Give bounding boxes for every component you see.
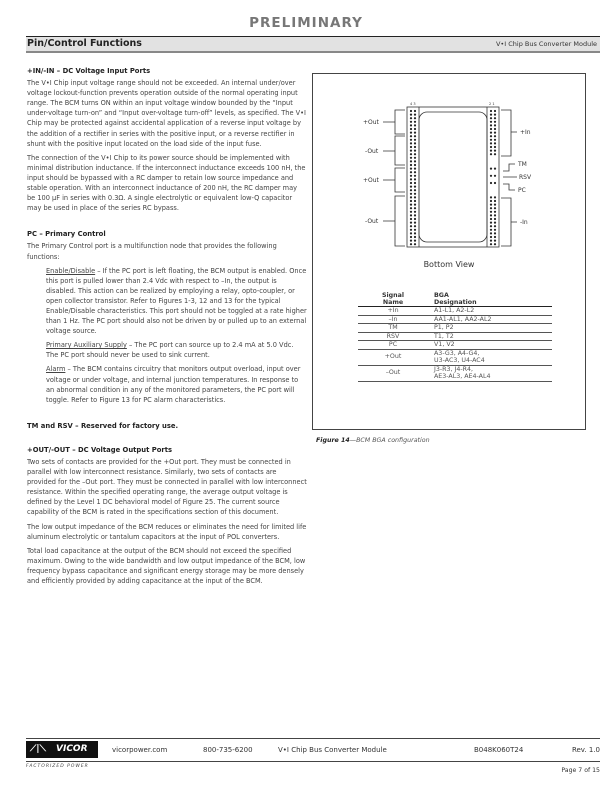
bga-pin: [490, 218, 492, 220]
bga-pin: [490, 168, 492, 170]
bga-pin: [410, 211, 412, 213]
bga-pin: [494, 168, 496, 170]
caption-text: —BCM BGA configuration: [349, 437, 430, 444]
pc-aux-supply: [46, 340, 307, 360]
vicor-logo: ⟋|⟍ VICOR: [26, 741, 98, 758]
bga-pin: [410, 214, 412, 216]
header-bga-designation: BGA Designation: [434, 292, 552, 307]
bga-pin: [410, 164, 412, 166]
bga-pin: [494, 182, 496, 184]
logo-tagline: FACTORIZED POWER: [26, 764, 89, 769]
chip-die-outline: [419, 112, 487, 242]
bga-pin: [410, 207, 412, 209]
bga-pin: [490, 128, 492, 130]
phone-number: 800-735-6200: [203, 746, 253, 754]
bga-pin: [490, 150, 492, 152]
bga-pin: [494, 236, 496, 238]
footer-product: V•I Chip Bus Converter Module: [278, 746, 387, 754]
bga-pin: [494, 117, 496, 119]
label-out-plus-2: +Out: [363, 177, 379, 184]
bga-pin: [490, 110, 492, 112]
bga-pin: [414, 214, 416, 216]
bga-pin: [410, 157, 412, 159]
label-cols-left: 4 3: [410, 102, 416, 106]
bga-pin: [494, 214, 496, 216]
tm-rsv-heading: TM and RSV – Reserved for factory use.: [27, 421, 179, 430]
label-cols-right: 2 1: [489, 102, 495, 106]
bga-pin: [410, 175, 412, 177]
bga-pin: [494, 146, 496, 148]
bga-pin: [490, 200, 492, 202]
bga-pin: [490, 211, 492, 213]
bga-pin: [414, 225, 416, 227]
bga-pin: [410, 196, 412, 198]
bga-pin: [494, 243, 496, 245]
bga-pin: [490, 139, 492, 141]
bga-pin: [490, 232, 492, 234]
bga-pin: [410, 204, 412, 206]
bga-pin: [410, 236, 412, 238]
bga-pin: [494, 128, 496, 130]
bga-pin: [410, 114, 412, 116]
bga-pin: [494, 124, 496, 126]
bga-pin: [414, 124, 416, 126]
bga-pin: [410, 193, 412, 195]
bga-pin: [414, 232, 416, 234]
output-paragraph-2: The low output impedance of the BCM reduces or eliminates the need for limited life aluminum electrolytic or tantalum capacitors at the input of POL converters.: [27, 522, 307, 541]
bga-pin: [410, 243, 412, 245]
label-in-minus: -In: [520, 219, 528, 226]
bga-pin: [414, 128, 416, 130]
bga-pin: [414, 132, 416, 134]
part-number: B048K060T24: [474, 746, 524, 754]
section-header: [26, 36, 600, 53]
bga-pin: [414, 240, 416, 242]
bga-pin: [494, 132, 496, 134]
bga-pin: [410, 240, 412, 242]
bga-designation-table: [358, 292, 552, 382]
bga-pin: [494, 211, 496, 213]
bga-pin: [494, 153, 496, 155]
input-heading: +IN/-IN – DC Voltage Input Ports: [27, 67, 151, 75]
bga-pin: [414, 200, 416, 202]
bga-pin: [410, 124, 412, 126]
footer: [26, 738, 600, 762]
bga-pin: [494, 121, 496, 123]
page-number: Page 7 of 15: [561, 767, 600, 774]
bga-pin: [494, 225, 496, 227]
bga-designation: V1, V2: [434, 341, 552, 350]
bga-pin: [410, 168, 412, 170]
bga-pin: [414, 160, 416, 162]
bga-pin: [490, 121, 492, 123]
bga-pin: [410, 178, 412, 180]
input-paragraph-1: The V•I Chip input voltage range should not be exceeded. An internal under/over voltage lockout-function prevents operation outside of the normal operating input range. The BCM turns ON within an input voltage window bounded by the “Input under-voltage turn-on” and “Input over-voltage turn-off” levels, as specified. The V•I Chip may be protected against accidental application of a reverse input voltage by the addition of a rectifier in series with the positive input, or a reverse rectifier in shunt with the positive input located on the load side of the input fuse.: [27, 79, 306, 148]
output-heading: +OUT/-OUT – DC Voltage Output Ports: [27, 445, 173, 454]
output-paragraph-1: Two sets of contacts are provided for the +Out port. They must be connected in parallel with low interconnect resistance. Similarly, two sets of contacts are provided for the –Out port. They must be connected in parallel with low interconnect resistance. Within the specified operating range, the average output voltage is defined by the Level 1 DC behavioral model of Figure 25. The current source capability of the BCM is rated in the specifications section of this document.: [27, 458, 307, 517]
figure-14-box: [312, 73, 586, 430]
aux-supply-text: – The PC port can source up to 2.4 mA at 5.0 Vdc. The PC port should never be used to sink current.: [46, 341, 294, 360]
bga-pin: [494, 229, 496, 231]
bga-pin: [414, 121, 416, 123]
enable-disable-label: Enable/Disable: [46, 266, 96, 275]
bga-pin: [490, 222, 492, 224]
bga-pin: [414, 196, 416, 198]
input-paragraph-2: The connection of the V•I Chip to its power source should be implemented with minimal distribution inductance. If the interconnect inductance exceeds 100 nH, the input should be bypassed with a RC damper to retain low source impedance and stable operation. With an interconnect inductance of 200 nH, the RC damper may be 100 µF in series with 0.3Ω. A single electrolytic or equivalent low-Q capacitor may be used in place of the series RC bypass.: [27, 153, 306, 213]
bga-pin: [490, 132, 492, 134]
pc-intro: The Primary Control port is a multifunction node that provides the following functions:: [27, 242, 277, 261]
signal-name: TM: [358, 324, 434, 333]
bga-pin: [490, 236, 492, 238]
signal-name: –In: [358, 315, 434, 324]
bga-pin: [410, 182, 412, 184]
bga-pin: [414, 193, 416, 195]
signal-name: –Out: [358, 365, 434, 381]
bga-pin: [490, 117, 492, 119]
signal-name: +In: [358, 307, 434, 316]
bga-pin: [494, 150, 496, 152]
figure-caption: [316, 437, 430, 444]
bga-pin: [410, 132, 412, 134]
bga-pin: [410, 200, 412, 202]
signal-name: RSV: [358, 332, 434, 341]
enable-disable-text: – If the PC port is left floating, the BCM output is enabled. Once this port is pulled lower than 2.4 Vdc with respect to –In, the output is disabled. This action can be realized by employing a relay, opto-coupler, or open collector transistor. Refer to Figures 1-3, 12 and 13 for the typical Enable/Disable characteristics. This port should not be toggled at a rate higher than 1 Hz. The PC port should also not be driven by or pulled up to an external voltage source.: [46, 266, 307, 336]
bga-pin: [414, 218, 416, 220]
bga-pin: [494, 135, 496, 137]
pc-alarm: [46, 364, 307, 404]
bga-pin: [414, 114, 416, 116]
bga-pin: [410, 117, 412, 119]
bga-pin: [410, 142, 412, 144]
preliminary-banner: PRELIMINARY: [249, 15, 363, 31]
bga-pin: [414, 153, 416, 155]
bga-pin: [494, 204, 496, 206]
aux-supply-label: Primary Auxiliary Supply: [46, 341, 127, 350]
bga-pin: [414, 139, 416, 141]
bga-pin: [414, 135, 416, 137]
bga-pin: [490, 240, 492, 242]
bga-pin: [410, 128, 412, 130]
bga-designation: J3-R3, J4-R4, AE3-AL3, AE4-AL4: [434, 365, 552, 381]
table-row: [358, 349, 552, 365]
bga-pin: [410, 121, 412, 123]
bga-pin: [410, 110, 412, 112]
table-row: [358, 365, 552, 381]
header-signal-name: Signal Name: [358, 292, 434, 307]
bga-pin: [494, 240, 496, 242]
bga-pin: [414, 175, 416, 177]
bga-pin: [494, 232, 496, 234]
label-tm: TM: [518, 161, 527, 168]
bga-pin: [494, 142, 496, 144]
bga-pin: [414, 236, 416, 238]
bga-pin: [414, 182, 416, 184]
bga-designation: A3-G3, A4-G4, U3-AC3, U4-AC4: [434, 349, 552, 365]
bga-pin: [410, 150, 412, 152]
bga-pin: [490, 214, 492, 216]
bga-pin: [414, 146, 416, 148]
bga-pinout-diagram: [313, 74, 585, 254]
bga-pin: [494, 175, 496, 177]
bga-pin: [494, 110, 496, 112]
revision: Rev. 1.0: [571, 746, 600, 754]
bga-pin: [494, 218, 496, 220]
bga-pin: [410, 232, 412, 234]
bga-pin: [490, 124, 492, 126]
bga-pin: [414, 186, 416, 188]
bga-pin: [414, 243, 416, 245]
label-out-minus-1: -Out: [365, 148, 379, 155]
bga-pin: [410, 171, 412, 173]
bga-pin: [494, 200, 496, 202]
bga-designation: AA1-AL1, AA2-AL2: [434, 315, 552, 324]
bga-pin: [490, 204, 492, 206]
pc-enable-disable: [46, 266, 307, 337]
bga-pin: [414, 150, 416, 152]
bga-pin: [490, 207, 492, 209]
bga-pin: [490, 146, 492, 148]
table-row: [358, 332, 552, 341]
bga-pin: [414, 142, 416, 144]
bga-pin: [490, 182, 492, 184]
table-row: [358, 307, 552, 316]
bga-designation: A1-L1, A2-L2: [434, 307, 552, 316]
bga-pin: [410, 139, 412, 141]
bga-pin: [414, 204, 416, 206]
bga-pin: [490, 175, 492, 177]
bga-pin: [494, 222, 496, 224]
table-row: [358, 324, 552, 333]
bga-pin: [494, 114, 496, 116]
text-column: [27, 66, 307, 590]
chip-outline: [407, 107, 499, 247]
bga-pin: [494, 207, 496, 209]
bga-pin: [410, 225, 412, 227]
bga-pin: [414, 178, 416, 180]
bga-pin: [410, 135, 412, 137]
bga-pin: [490, 243, 492, 245]
output-paragraph-3: Total load capacitance at the output of the BCM should not exceed the specified maximum. Owing to the wide bandwidth and low output impedance of the BCM, low frequency bypass capacitance and significant energy storage may be more densely and efficiently provided by adding capacitance at the input of the BCM.: [27, 546, 306, 586]
bga-pin: [410, 186, 412, 188]
bga-pin: [410, 146, 412, 148]
bga-designation: P1, P2: [434, 324, 552, 333]
bga-pin: [414, 189, 416, 191]
bga-pin: [414, 164, 416, 166]
bga-pin: [414, 110, 416, 112]
bga-pin: [414, 207, 416, 209]
table-row: [358, 341, 552, 350]
bga-pin: [490, 229, 492, 231]
page-title: Pin/Control Functions: [27, 38, 142, 49]
label-rsv: RSV: [519, 174, 532, 181]
bga-pin: [410, 218, 412, 220]
bottom-view-label: Bottom View: [423, 260, 475, 269]
label-in-plus: +In: [520, 129, 531, 136]
signal-name: +Out: [358, 349, 434, 365]
bga-pin: [414, 222, 416, 224]
bga-pin: [414, 168, 416, 170]
bga-pin: [414, 171, 416, 173]
bga-pin: [414, 117, 416, 119]
bga-pin: [410, 222, 412, 224]
bga-pin: [494, 196, 496, 198]
bga-pin: [490, 114, 492, 116]
label-pc: PC: [518, 187, 526, 194]
bga-designation: T1, T2: [434, 332, 552, 341]
bga-pin: [414, 211, 416, 213]
signal-name: PC: [358, 341, 434, 350]
label-out-minus-2: -Out: [365, 218, 379, 225]
bga-pin: [410, 153, 412, 155]
caption-number: Figure 14: [316, 437, 350, 444]
bga-pin: [490, 153, 492, 155]
bga-pin: [410, 189, 412, 191]
label-out-plus-1: +Out: [363, 119, 379, 126]
bga-pin: [410, 229, 412, 231]
bga-pin: [414, 229, 416, 231]
bga-pin: [490, 142, 492, 144]
bga-pin: [410, 160, 412, 162]
bga-pin: [494, 139, 496, 141]
bga-pin: [490, 196, 492, 198]
table-row: [358, 315, 552, 324]
product-name: V•I Chip Bus Converter Module: [495, 40, 597, 48]
alarm-label: Alarm: [46, 365, 66, 374]
bga-pin: [490, 135, 492, 137]
bga-pin: [490, 225, 492, 227]
alarm-text: – The BCM contains circuitry that monitors output overload, input over voltage or under voltage, and internal junction temperatures. In response to an abnormal condition in any of the monitored parameters, the PC port will toggle. Refer to Figure 13 for PC alarm characteristics.: [46, 365, 301, 404]
website-link[interactable]: vicorpower.com: [112, 746, 168, 754]
bga-pin: [414, 157, 416, 159]
pc-heading: PC – Primary Control: [27, 230, 106, 239]
